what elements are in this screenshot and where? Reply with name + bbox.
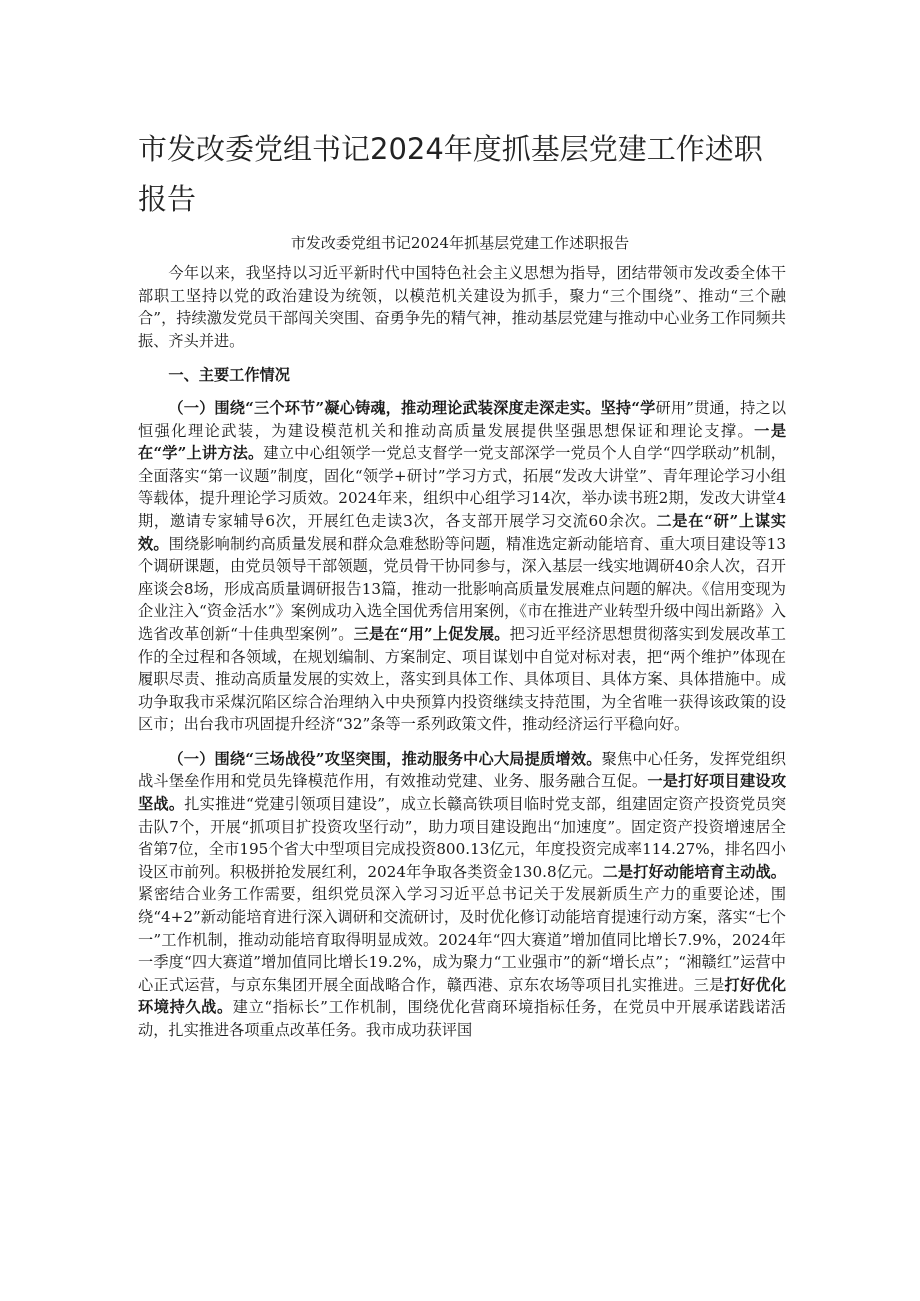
paragraph-theory: [138, 397, 786, 736]
section-heading: 一、主要工作情况: [168, 366, 290, 385]
point-heading: 打好优化环境持久战。: [138, 975, 787, 1017]
paragraph-text: 建立“指标长”工作机制，围绕优化营商环境指标任务，在党员中开展承诺践诺活动，扎实推进各项重点改革任务。我市成功获评国: [138, 998, 786, 1039]
paragraph-lead: （一）围绕“三个环节”凝心铸魂，推动理论武装深度走深走实。坚持“学: [168, 398, 656, 417]
point-heading: 二是打好动能培育主动战。: [602, 862, 786, 881]
point-heading: 一是在“学”上讲方法。: [138, 421, 787, 463]
paragraph-text: 扎实推进“党建引领项目建设”，成立长赣高铁项目临时党支部，组建固定资产投资党员突击队7个，开展“抓项目扩投资攻坚行动”，助力项目建设跑出“加速度”。固定资产投资增速居全省第7位，全市195个省大中型项目完成投资800.13亿元，年度投资完成率114.27%，排名四小设区市前列。积极拼抢发展红利，2024年争取各类资金130.8亿元。: [138, 795, 787, 881]
paragraph-text: 把习近平经济思想贯彻落实到发展改革工作的全过程和各领域，在规划编制、方案制定、项目谋划中自觉对标对表，把“两个维护”体现在履职尽责、推动高质量发展的实效上，落实到具体工作、具体项目、具体方案、具体措施中。成功争取我市采煤沉陷区综合治理纳入中央预算内投资继续支持范围，为全省唯一获得该政策的设区市；出台我市巩固提升经济“32”条等一系列政策文件，推动经济运行平稳向好。: [138, 624, 786, 734]
intro-paragraph: 今年以来，我坚持以习近平新时代中国特色社会主义思想为指导，团结带领市发改委全体干部职工坚持以党的政治建设为统领，以模范机关建设为抓手，聚力“三个围绕”、推动“三个融合”，持续激发党员干部闯关突围、奋勇争先的精气神，推动基层党建与推动中心业务工作同频共振、齐头并进。: [138, 264, 786, 350]
paragraph-battles: [138, 748, 786, 1042]
paragraph-text: 研用”贯通，持之以恒强化理论武装，为建设模范机关和推动高质量发展提供坚强思想保证和理论支撑。: [138, 398, 787, 440]
paragraph-text: 建立中心组领学一党总支督学一党支部深学一党员个人自学“四学联动”机制，全面落实“第一议题”制度，固化“领学+研讨”学习方式，拓展“发改大讲堂”、青年理论学习小组等载体，提升理论学习质效。2024年来，组织中心组学习14次，举办读书班2期，发改大讲堂4期，邀请专家辅导6次，开展红色走读3次，各支部开展学习交流60余次。: [138, 444, 786, 530]
paragraph-text: 聚焦中心任务，发挥党组织战斗堡垒作用和党员先锋模范作用，有效推动党建、业务、服务融合互促。: [138, 749, 786, 791]
document-body: [138, 262, 786, 1042]
point-heading: 三是在“用”上促发展。: [353, 624, 510, 643]
paragraph-text: 围绕影响制约高质量发展和群众急难愁盼等问题，精准选定新动能培育、重大项目建设等13个调研课题，由党员领导干部领题，党员骨干协同参与，深入基层一线实地调研40余人次，召开座谈会8场，形成高质量调研报告13篇，推动一批影响高质量发展难点问题的解决。《信用变现为企业注入“资金活水”》案例成功入选全国优秀信用案例，《市在推进产业转型升级中闯出新路》入选省改革创新“十佳典型案例”。: [138, 534, 787, 643]
point-heading: 二是在“研”上谋实效。: [138, 511, 786, 553]
document-title: 市发改委党组书记2024年度抓基层党建工作述职报告: [138, 132, 763, 216]
paragraph-lead: （一）围绕“三场战役”攻坚突围，推动服务中心大局提质增效。: [168, 749, 602, 768]
point-heading: 一是打好项目建设攻坚战。: [138, 772, 787, 814]
document-subtitle: 市发改委党组书记2024年抓基层党建工作述职报告: [290, 234, 630, 252]
paragraph-text: 紧密结合业务工作需要，组织党员深入学习习近平总书记关于发展新质生产力的重要论述，围绕“4+2”新动能培育进行深入调研和交流研讨，及时优化修订动能培育提速行动方案，落实“七个一”工作机制，推动动能培育取得明显成效。2024年“四大赛道”增加值同比增长7.9%，2024年一季度“四大赛道”增加值同比增长19.2%，成为聚力“工业强市”的新“增长点”；“湘赣红”运营中心正式运营，与京东集团开展全面战略合作，赣西港、京东农场等项目扎实推进。三是: [138, 885, 786, 994]
